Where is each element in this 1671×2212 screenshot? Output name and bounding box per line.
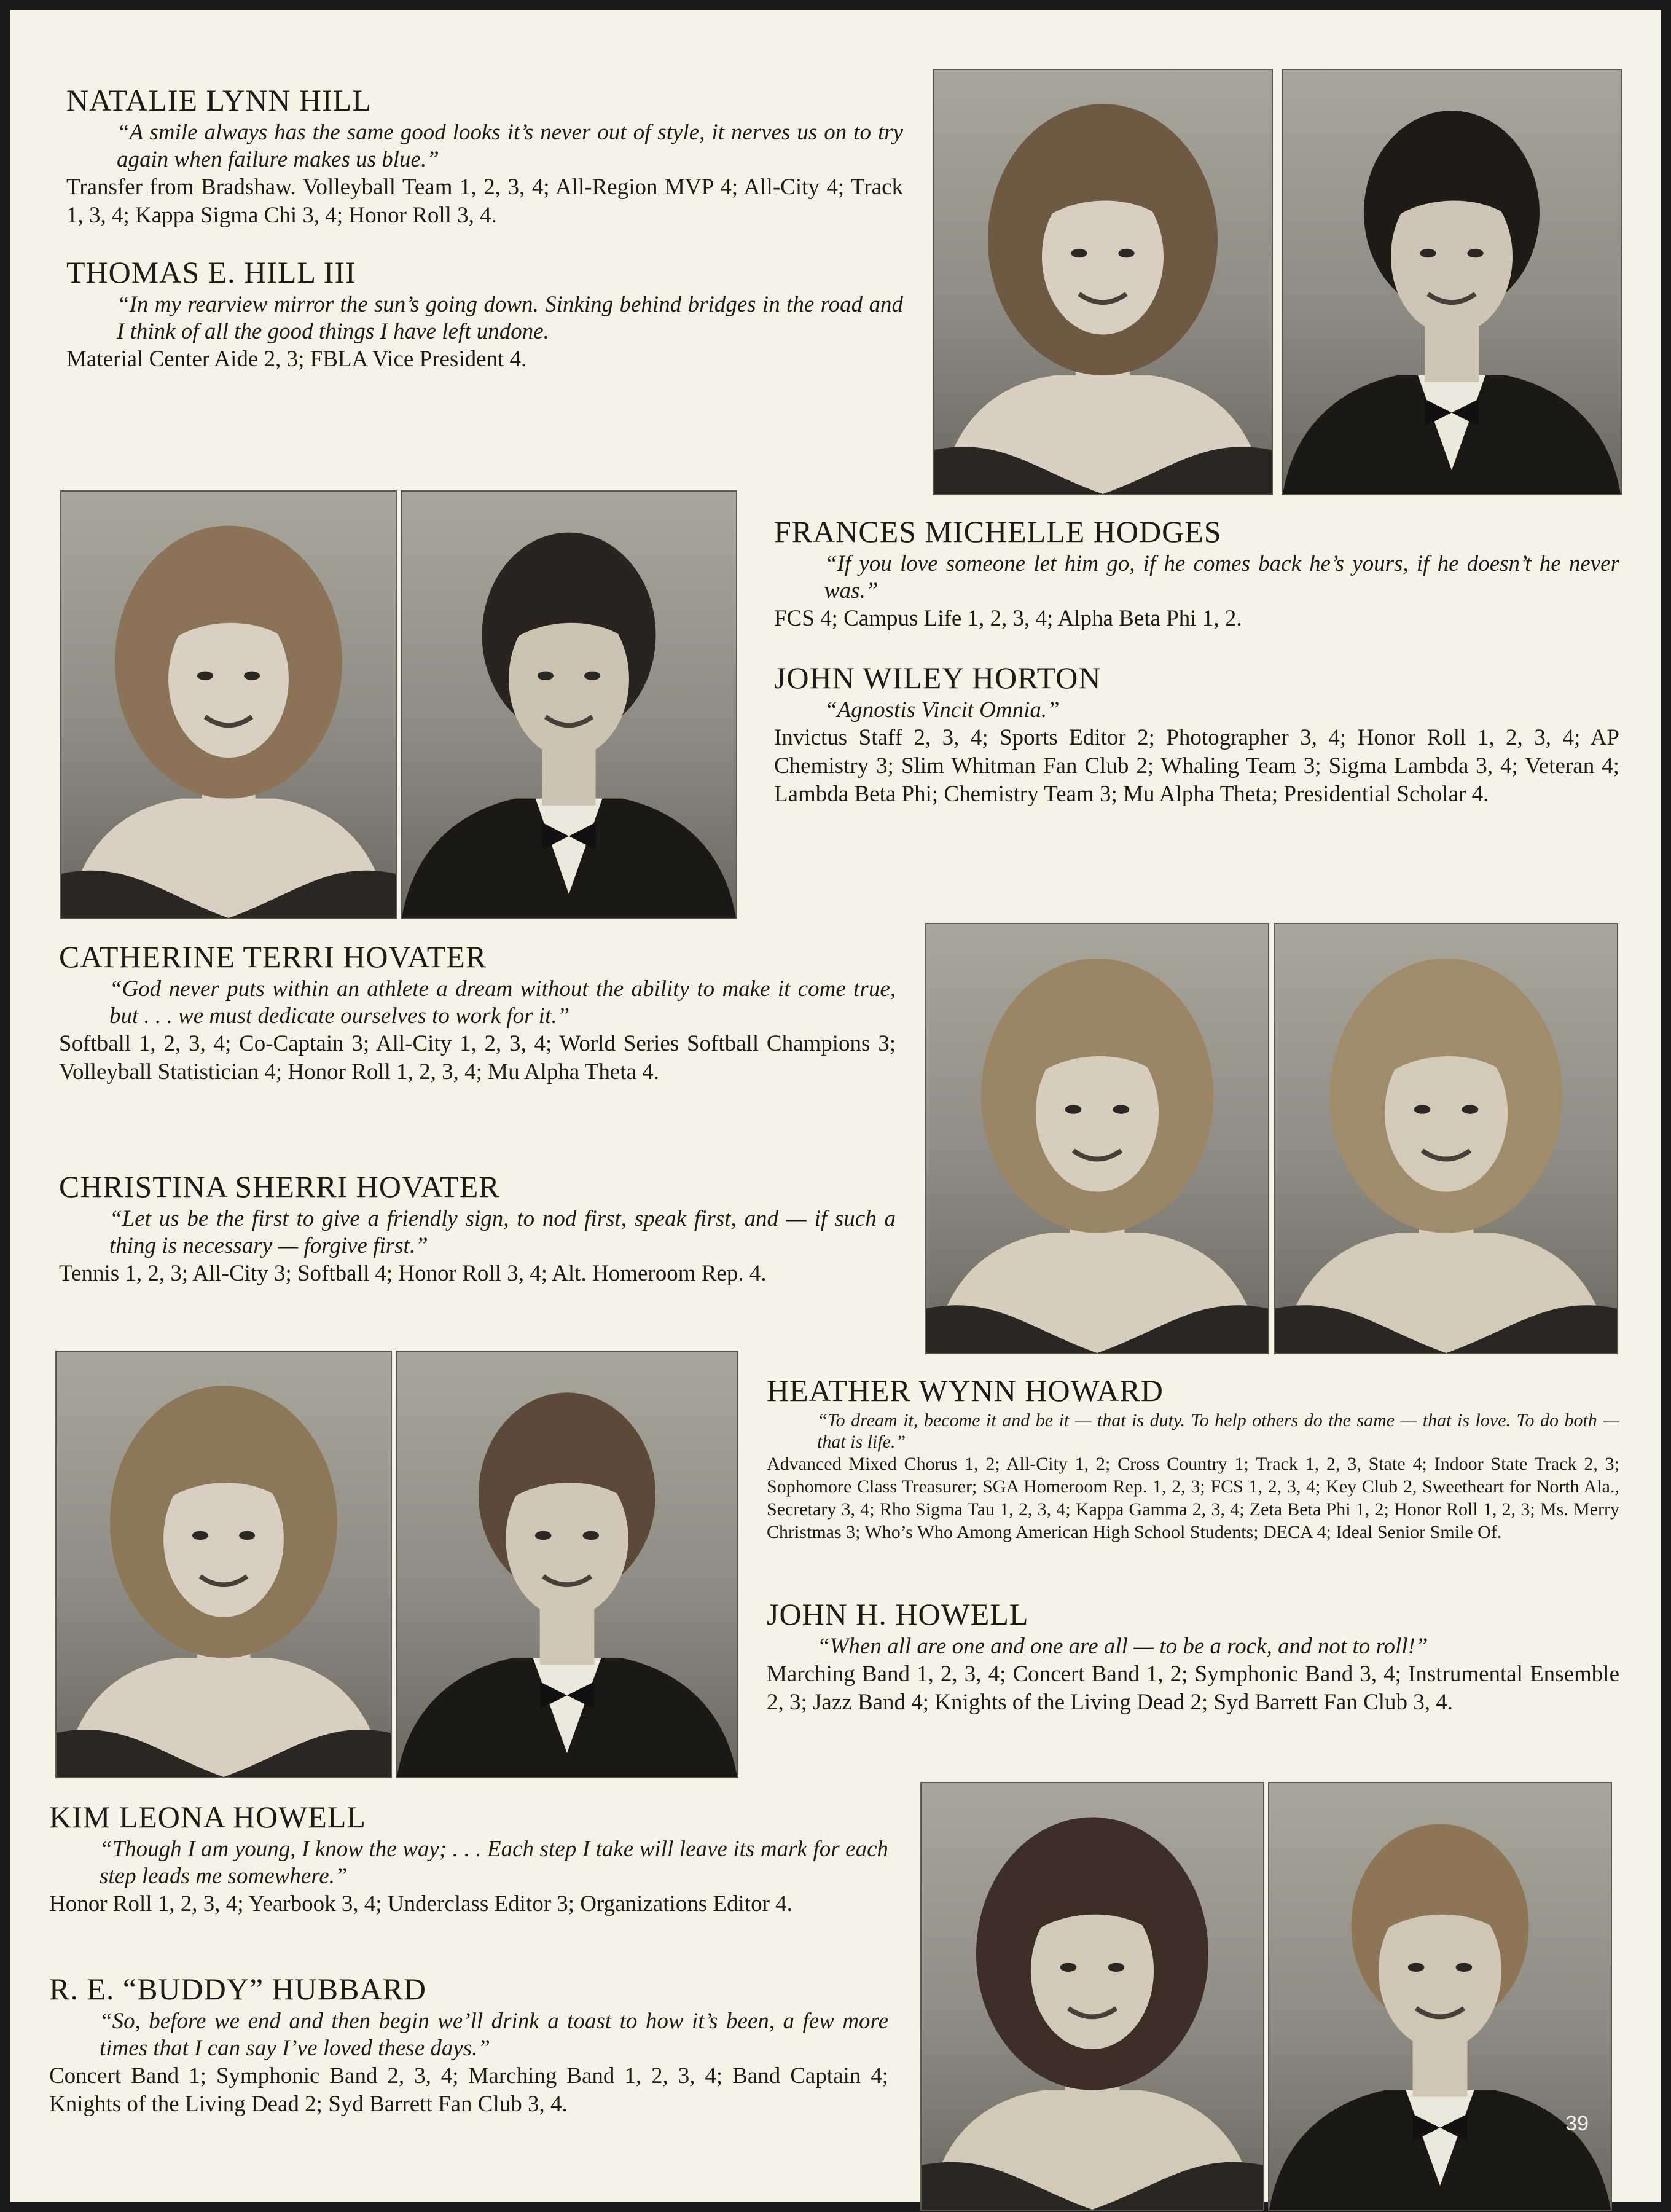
student-photo — [1268, 1782, 1612, 2211]
girl-portrait — [926, 924, 1268, 1353]
senior-entry — [767, 1373, 1619, 1543]
portrait-eye — [584, 672, 600, 680]
portrait-eye — [1060, 1963, 1077, 1972]
activities-list: Transfer from Bradshaw. Volleyball Team 1, 2, 3, 4; All-Region MVP 4; All-City 4; Track 1, 3, 4; Kappa Sigma Chi 3, 4; Honor Roll 3, 4. — [66, 175, 903, 228]
senior-entry — [66, 254, 903, 374]
boy-portrait — [402, 492, 736, 918]
girl-portrait — [61, 492, 396, 918]
girl-portrait — [1275, 924, 1617, 1353]
student-name: CHRISTINA SHERRI HOVATER — [59, 1169, 500, 1204]
portrait-eye — [1467, 249, 1483, 257]
portrait-eye — [1462, 1105, 1479, 1114]
senior-quote: “Let us be the first to give a friendly sign, to nod first, speak first, and — if such a thing is necessary — forgive first.” — [109, 1206, 896, 1258]
portrait-eye — [1456, 1963, 1473, 1972]
student-name: CATHERINE TERRI HOVATER — [59, 939, 487, 974]
page-number: 39 — [1565, 2112, 1589, 2135]
senior-entry — [59, 939, 896, 1086]
senior-quote: “So, before we end and then begin we’ll drink a toast to how it’s been, a few more times that I can say I’ve loved these days.” — [100, 2009, 888, 2061]
student-name: FRANCES MICHELLE HODGES — [774, 514, 1222, 549]
student-photo — [60, 490, 397, 919]
portrait-eye — [1408, 1963, 1425, 1972]
boy-portrait — [397, 1352, 737, 1777]
portrait-eye — [244, 672, 260, 680]
student-photo — [396, 1351, 738, 1778]
student-name: JOHN WILEY HORTON — [774, 661, 1102, 695]
student-name: HEATHER WYNN HOWARD — [767, 1373, 1164, 1408]
activities-list: Invictus Staff 2, 3, 4; Sports Editor 2; Photographer 3, 4; Honor Roll 1, 2, 3, 4; AP Chemistry 3; Slim Whitman Fan Club 2; Whaling Team 3; Sigma Lambda 3, 4; Veteran 4; Lambda Beta Phi; Chemistry Team 3; Mu Alpha Theta; Presidential Scholar 4. — [774, 725, 1619, 807]
senior-entry — [767, 1596, 1619, 1717]
activities-list: Softball 1, 2, 3, 4; Co-Captain 3; All-City 1, 2, 3, 4; World Series Softball Champions 3; Volleyball Statistician 4; Honor Roll 1, 2, 3, 4; Mu Alpha Theta 4. — [59, 1031, 896, 1084]
student-photo — [933, 69, 1273, 495]
student-name: THOMAS E. HILL III — [66, 255, 356, 289]
student-photo — [920, 1782, 1264, 2211]
senior-quote: “Agnostis Vincit Omnia.” — [824, 697, 1060, 723]
portrait-eye — [535, 1531, 552, 1540]
senior-entry — [59, 1169, 896, 1288]
senior-entry — [774, 514, 1619, 633]
senior-quote: “In my rearview mirror the sun’s going down. Sinking behind bridges in the road and I think of all the good things I have left undone. — [117, 292, 903, 344]
portrait-eye — [1118, 249, 1134, 257]
senior-quote: “To dream it, become it and be it — that is duty. To help others do the same — that is love. To do both — that is life.” — [817, 1410, 1619, 1452]
portrait-eye — [582, 1531, 599, 1540]
student-photo — [1282, 69, 1622, 495]
senior-quote: “Though I am young, I know the way; . . . Each step I take will leave its mark for each step leads me somewhere.” — [100, 1837, 888, 1889]
activities-list: FCS 4; Campus Life 1, 2, 3, 4; Alpha Beta Phi 1, 2. — [774, 606, 1242, 631]
portrait-eye — [1108, 1963, 1125, 1972]
girl-portrait — [934, 70, 1272, 494]
senior-quote: “God never puts within an athlete a dream without the ability to make it come true, but . . . we must dedicate ourselves to work for it.” — [109, 976, 896, 1029]
portrait-eye — [1414, 1105, 1431, 1114]
senior-entry — [49, 1971, 888, 2119]
senior-entry — [49, 1799, 888, 1918]
girl-portrait — [57, 1352, 391, 1777]
activities-list: Tennis 1, 2, 3; All-City 3; Softball 4; Honor Roll 3, 4; Alt. Homeroom Rep. 4. — [59, 1261, 767, 1286]
portrait-eye — [1065, 1105, 1082, 1114]
portrait-eye — [1071, 249, 1087, 257]
activities-list: Advanced Mixed Chorus 1, 2; All-City 1, 2; Cross Country 1; Track 1, 2, 3, State 4; Indoor State Track 2, 3; Sophomore Class Treasurer; SGA Homeroom Rep. 1, 2, 3; FCS 1, 2, 3, 4; Key Club 2, Sweetheart for North Ala., Secretary 3, 4; Rho Sigma Tau 1, 2, 3, 4; Kappa Gamma 2, 3, 4; Zeta Beta Phi 1, 2; Honor Roll 1, 2, 3; Ms. Merry Christmas 3; Who’s Who Among American High School Students; DECA 4; Ideal Senior Smile Of. — [767, 1454, 1619, 1542]
girl-portrait — [922, 1783, 1263, 2210]
student-name: JOHN H. HOWELL — [767, 1597, 1029, 1631]
portrait-eye — [192, 1531, 208, 1540]
senior-quote: “A smile always has the same good looks it’s never out of style, it nerves us on to try again when failure makes us blue.” — [117, 120, 903, 172]
student-photo — [1274, 923, 1618, 1354]
senior-entry — [774, 660, 1619, 809]
student-name: NATALIE LYNN HILL — [66, 83, 372, 117]
student-name: KIM LEONA HOWELL — [49, 1800, 366, 1834]
activities-list: Marching Band 1, 2, 3, 4; Concert Band 1, 2; Symphonic Band 3, 4; Instrumental Ensemble 2, 3; Jazz Band 4; Knights of the Living Dead 2; Syd Barrett Fan Club 3, 4. — [767, 1661, 1619, 1715]
boy-portrait — [1269, 1783, 1611, 2210]
activities-list: Material Center Aide 2, 3; FBLA Vice President 4. — [66, 347, 527, 372]
portrait-eye — [1113, 1105, 1130, 1114]
portrait-eye — [538, 672, 554, 680]
student-photo — [925, 923, 1269, 1354]
senior-entry — [66, 82, 903, 230]
boy-portrait — [1283, 70, 1621, 494]
portrait-eye — [197, 672, 213, 680]
activities-list: Honor Roll 1, 2, 3, 4; Yearbook 3, 4; Underclass Editor 3; Organizations Editor 4. — [49, 1891, 792, 1916]
senior-quote: “If you love someone let him go, if he comes back he’s yours, if he doesn’t he never was.” — [824, 551, 1619, 603]
student-name: R. E. “BUDDY” HUBBARD — [49, 1972, 427, 2006]
student-photo — [55, 1351, 392, 1778]
portrait-eye — [239, 1531, 255, 1540]
activities-list: Concert Band 1; Symphonic Band 2, 3, 4; Marching Band 1, 2, 3, 4; Band Captain 4; Knights of the Living Dead 2; Syd Barrett Fan Club 3, 4. — [49, 2063, 888, 2117]
portrait-eye — [1420, 249, 1436, 257]
senior-quote: “When all are one and one are all — to be a rock, and not to roll!” — [817, 1634, 1428, 1659]
student-photo — [401, 490, 737, 919]
